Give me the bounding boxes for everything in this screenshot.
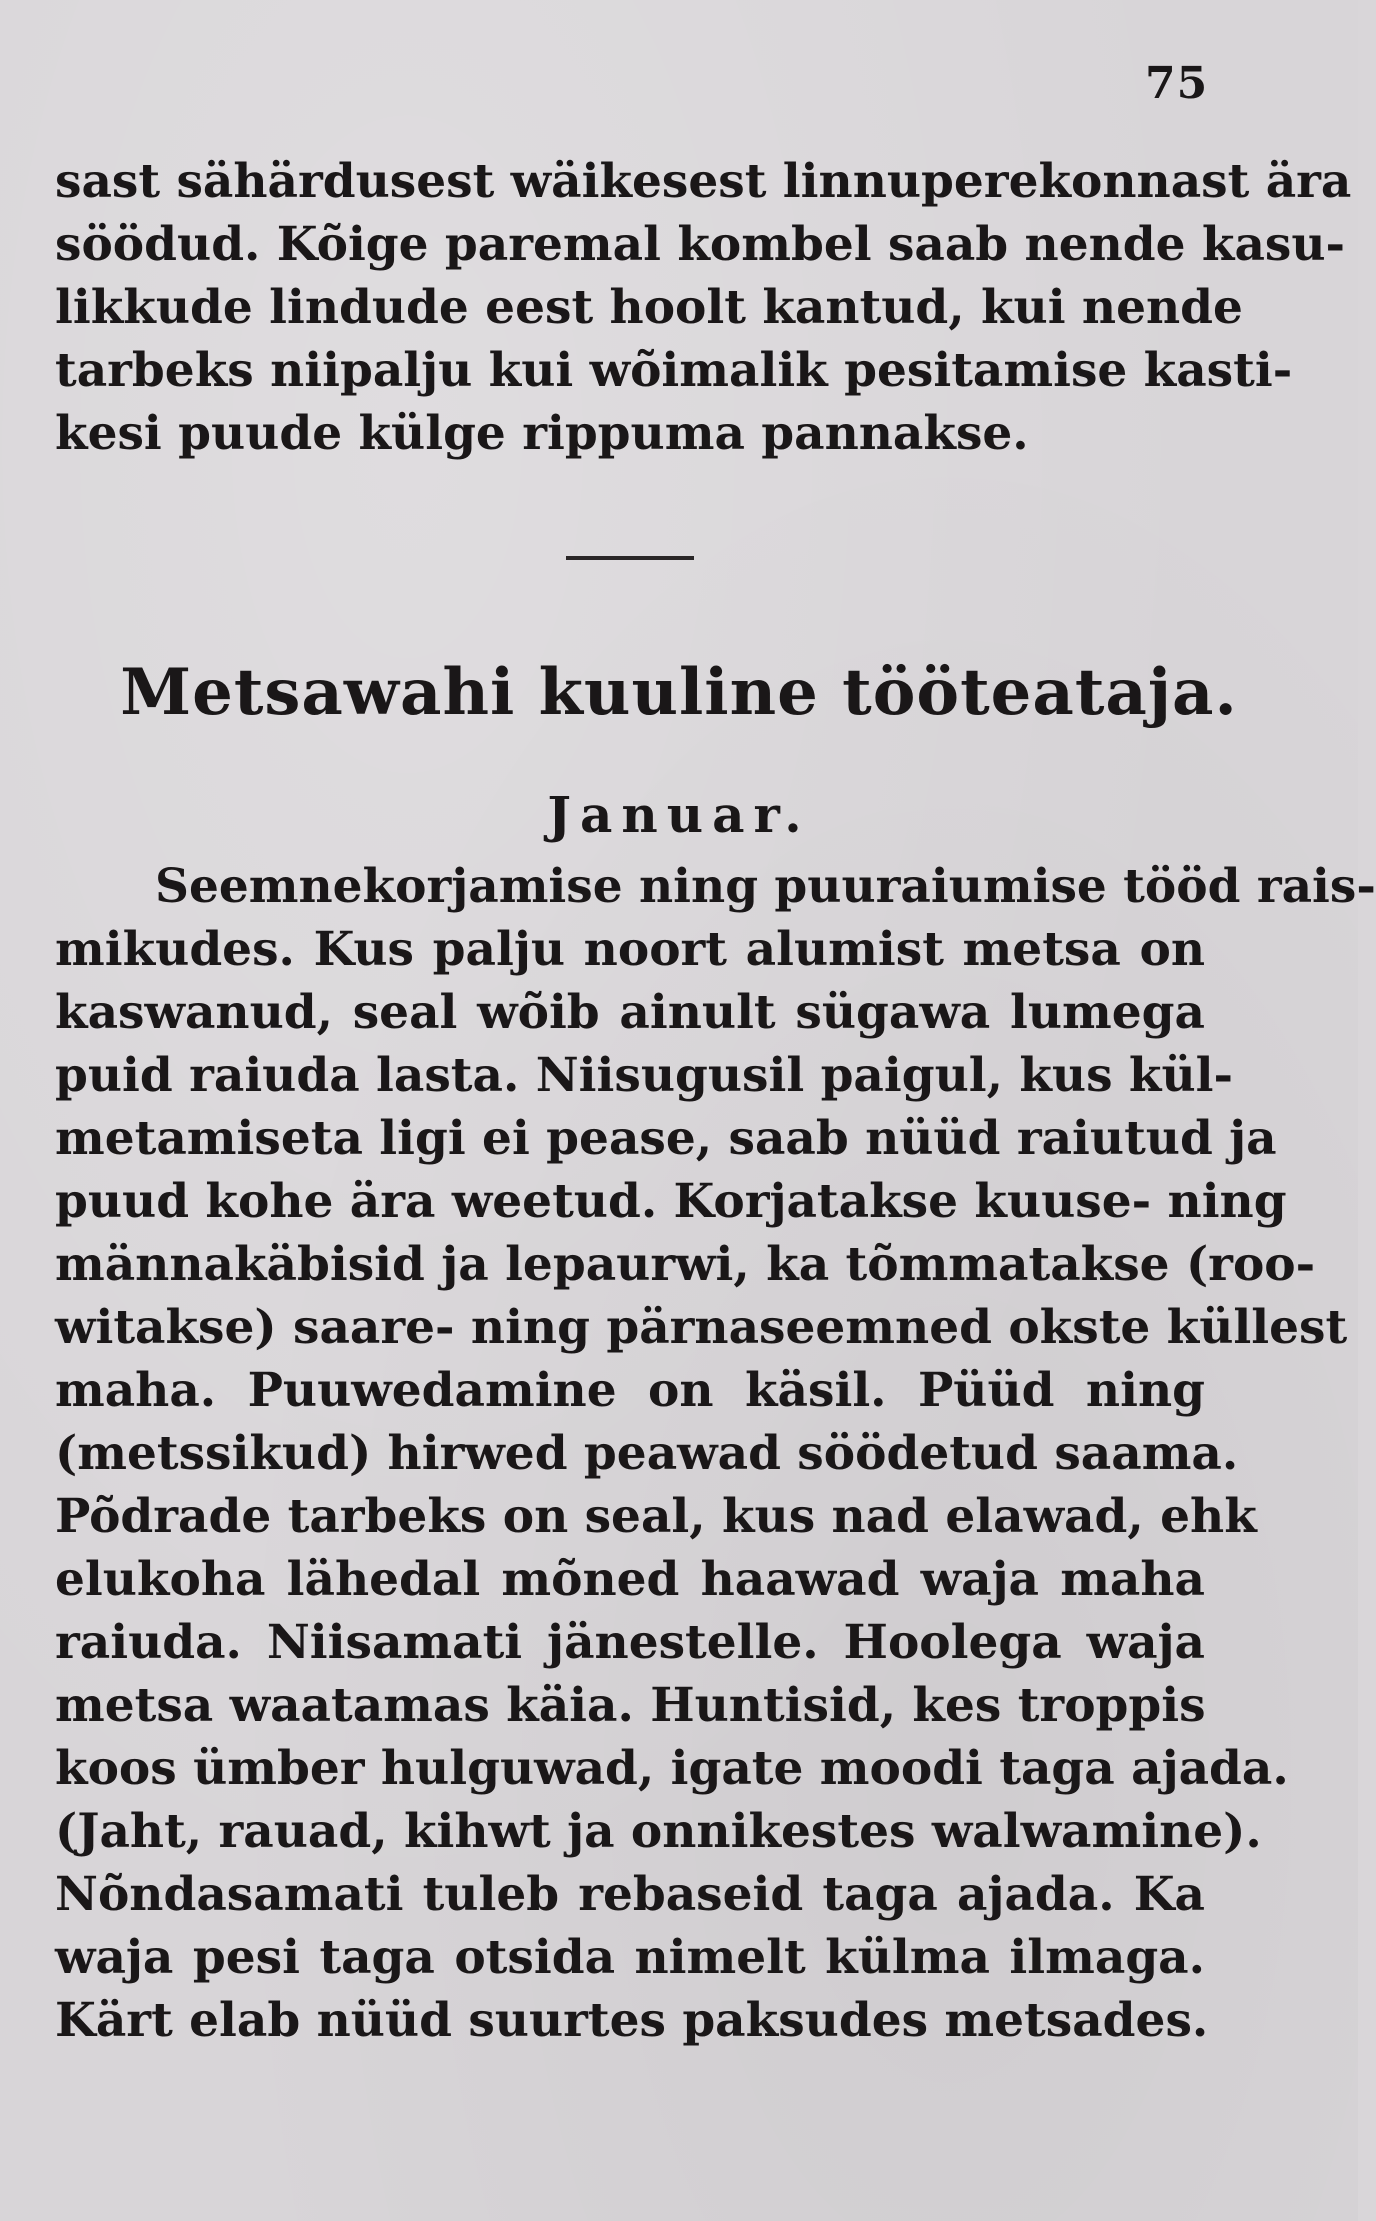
section-divider	[566, 556, 694, 560]
text-line: elukoha lähedal mõned haawad waja maha	[55, 1552, 1205, 1607]
section-heading: Metsawahi kuuline tööteataja.	[120, 655, 1238, 730]
text-line: Põdrade tarbeks on seal, kus nad elawad, ehk	[55, 1489, 1257, 1544]
text-line: witakse) saare- ning pärnaseemned okste küllest	[55, 1300, 1348, 1355]
text-line: mikudes. Kus palju noort alumist metsa on	[55, 922, 1205, 977]
text-line: waja pesi taga otsida nimelt külma ilmaga.	[55, 1930, 1205, 1985]
text-line: kaswanud, seal wõib ainult sügawa lumega	[55, 985, 1205, 1040]
text-line: metamiseta ligi ei pease, saab nüüd raiutud ja	[55, 1111, 1277, 1166]
text-line: Nõndasamati tuleb rebaseid taga ajada. Ka	[55, 1867, 1205, 1922]
text-line: metsa waatamas käia. Huntisid, kes troppis	[55, 1678, 1206, 1733]
text-line: likkude lindude eest hoolt kantud, kui nende	[55, 280, 1243, 335]
text-line: (metssikud) hirwed peawad söödetud saama.	[55, 1426, 1239, 1481]
body-paragraph	[55, 855, 1376, 2052]
page-number: 75	[1145, 58, 1209, 109]
text-line: sast sähärdusest wäikesest linnuperekonnast ära	[55, 154, 1352, 209]
month-heading: Januar.	[547, 785, 811, 844]
text-line: puid raiuda lasta. Niisugusil paigul, kus kül-	[55, 1048, 1234, 1103]
text-line: söödud. Kõige paremal kombel saab nende kasu-	[55, 217, 1346, 272]
text-line: kesi puude külge rippuma pannakse.	[55, 406, 1029, 461]
intro-paragraph	[55, 150, 1352, 465]
text-line: tarbeks niipalju kui wõimalik pesitamise kasti-	[55, 343, 1293, 398]
text-line: Seemnekorjamise ning puuraiumise tööd rais-	[155, 859, 1376, 914]
text-line: maha. Puuwedamine on käsil. Püüd ning	[55, 1363, 1205, 1418]
text-line: männakäbisid ja lepaurwi, ka tõmmatakse (roo-	[55, 1237, 1316, 1292]
text-line: koos ümber hulguwad, igate moodi taga ajada.	[55, 1741, 1289, 1796]
text-line: (Jaht, rauad, kihwt ja onnikestes walwamine).	[55, 1804, 1262, 1859]
text-line: raiuda. Niisamati jänestelle. Hoolega waja	[55, 1615, 1205, 1670]
text-line: puud kohe ära weetud. Korjatakse kuuse- ning	[55, 1174, 1287, 1229]
text-line: Kärt elab nüüd suurtes paksudes metsades.	[55, 1993, 1209, 2048]
